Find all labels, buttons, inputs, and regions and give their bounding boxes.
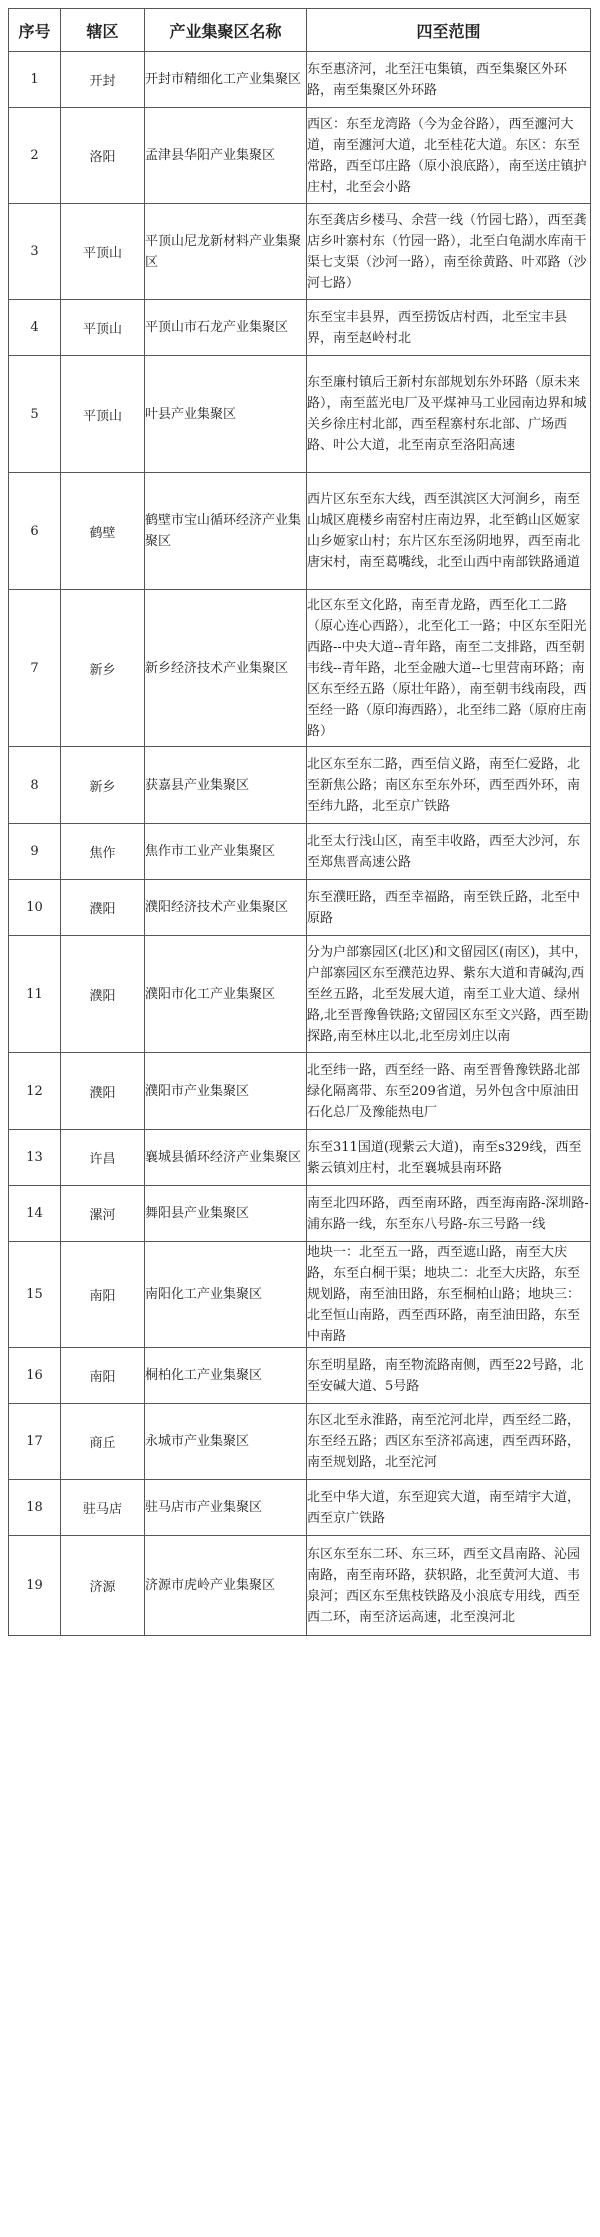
district-cell: 南阳 — [61, 1242, 145, 1348]
boundary-range-cell: 东至廉村镇后王新村东部规划东外环路（原未来路），南至蓝光电厂及平煤神马工业园南边界和城关乡徐庄村北部，西至程寨村东北部、广场西路、叶公大道，北至南京至洛阳高速 — [307, 356, 591, 473]
row-number: 18 — [9, 1480, 61, 1536]
district-cell: 平顶山 — [61, 356, 145, 473]
row-number: 12 — [9, 1053, 61, 1130]
industry-cluster-table — [8, 8, 591, 1636]
cluster-name-cell: 开封市精细化工产业集聚区 — [145, 52, 307, 108]
header-row — [9, 9, 591, 52]
boundary-range-cell: 东至明星路，南至物流路南侧，西至22号路，北至安碱大道、5号路 — [307, 1348, 591, 1404]
boundary-range-cell: 东至龚店乡楼马、余营一线（竹园七路），西至龚店乡叶寨村东（竹园一路），北至白龟湖水库南干渠七支渠（沙河一路），南至徐黄路、叶邓路（沙河七路） — [307, 204, 591, 300]
boundary-range-cell: 地块一：北至五一路，西至遮山路，南至大庆路，东至白桐干渠；地块二：北至大庆路，东至规划路，南至油田路，东至桐柏山路；地块三：北至恒山南路，西至西环路，南至油田路，东至中南路 — [307, 1242, 591, 1348]
district-cell: 洛阳 — [61, 108, 145, 204]
table-row — [9, 356, 591, 473]
header-district: 辖区 — [61, 9, 145, 52]
row-number: 5 — [9, 356, 61, 473]
table-row — [9, 936, 591, 1053]
header-name: 产业集聚区名称 — [145, 9, 307, 52]
table-row — [9, 1053, 591, 1130]
boundary-range-cell: 东至宝丰县界，西至捞饭店村西，北至宝丰县界，南至赵岭村北 — [307, 300, 591, 356]
boundary-range-cell: 东区北至永淮路，南至沱河北岸，西至经二路，东至经五路；西区东至济祁高速，西至西环路，南至规划路，北至沱河 — [307, 1404, 591, 1480]
row-number: 4 — [9, 300, 61, 356]
cluster-name-cell: 襄城县循环经济产业集聚区 — [145, 1130, 307, 1186]
row-number: 13 — [9, 1130, 61, 1186]
table-row — [9, 1404, 591, 1480]
district-cell: 濮阳 — [61, 936, 145, 1053]
row-number: 2 — [9, 108, 61, 204]
table-row — [9, 1242, 591, 1348]
boundary-range-cell: 东至濮旺路，西至幸福路，南至铁丘路，北至中原路 — [307, 880, 591, 936]
cluster-name-cell: 濮阳市产业集聚区 — [145, 1053, 307, 1130]
district-cell: 平顶山 — [61, 300, 145, 356]
district-cell: 开封 — [61, 52, 145, 108]
cluster-name-cell: 平顶山尼龙新材料产业集聚区 — [145, 204, 307, 300]
boundary-range-cell: 北至太行浅山区，南至丰收路，西至大沙河，东至郑焦晋高速公路 — [307, 824, 591, 880]
row-number: 15 — [9, 1242, 61, 1348]
boundary-range-cell: 北至纬一路，西至经一路、南至晋鲁豫铁路北部绿化隔离带、东至209省道，另外包含中原油田石化总厂及豫能热电厂 — [307, 1053, 591, 1130]
row-number: 17 — [9, 1404, 61, 1480]
cluster-name-cell: 驻马店市产业集聚区 — [145, 1480, 307, 1536]
cluster-name-cell: 获嘉县产业集聚区 — [145, 747, 307, 824]
boundary-range-cell: 北区东至东二路，西至信义路，南至仁爱路，北至新焦公路；南区东至东外环，西至西外环，南至纬九路，北至京广铁路 — [307, 747, 591, 824]
cluster-name-cell: 桐柏化工产业集聚区 — [145, 1348, 307, 1404]
district-cell: 新乡 — [61, 747, 145, 824]
cluster-name-cell: 鹤壁市宝山循环经济产业集聚区 — [145, 473, 307, 590]
row-number: 11 — [9, 936, 61, 1053]
boundary-range-cell: 东至惠济河，北至汪屯集镇，西至集聚区外环路，南至集聚区外环路 — [307, 52, 591, 108]
row-number: 19 — [9, 1536, 61, 1636]
district-cell: 南阳 — [61, 1348, 145, 1404]
cluster-name-cell: 舞阳县产业集聚区 — [145, 1186, 307, 1242]
row-number: 1 — [9, 52, 61, 108]
district-cell: 平顶山 — [61, 204, 145, 300]
district-cell: 鹤壁 — [61, 473, 145, 590]
row-number: 6 — [9, 473, 61, 590]
boundary-range-cell: 分为户部寨园区(北区)和文留园区(南区)，其中，户部寨园区东至濮范边界、紫东大道和青碱沟,西至丝五路，北至发展大道，南至工业大道、绿州路,北至晋豫鲁铁路;文留园区东至文兴路，西至勘探路,南至林庄以北,北至房刘庄以南 — [307, 936, 591, 1053]
row-number: 10 — [9, 880, 61, 936]
boundary-range-cell: 东至311国道(现紫云大道)，南至s329线，西至紫云镇刘庄村，北至襄城县南环路 — [307, 1130, 591, 1186]
table-row — [9, 1480, 591, 1536]
table-body — [9, 52, 591, 1636]
cluster-name-cell: 濮阳经济技术产业集聚区 — [145, 880, 307, 936]
district-cell: 新乡 — [61, 590, 145, 747]
table-row — [9, 880, 591, 936]
row-number: 3 — [9, 204, 61, 300]
cluster-name-cell: 新乡经济技术产业集聚区 — [145, 590, 307, 747]
table-row — [9, 1536, 591, 1636]
cluster-name-cell: 焦作市工业产业集聚区 — [145, 824, 307, 880]
header-no: 序号 — [9, 9, 61, 52]
district-cell: 许昌 — [61, 1130, 145, 1186]
district-cell: 济源 — [61, 1536, 145, 1636]
table-row — [9, 590, 591, 747]
table-row — [9, 204, 591, 300]
district-cell: 濮阳 — [61, 1053, 145, 1130]
district-cell: 焦作 — [61, 824, 145, 880]
table-row — [9, 747, 591, 824]
table-row — [9, 1348, 591, 1404]
row-number: 16 — [9, 1348, 61, 1404]
district-cell: 驻马店 — [61, 1480, 145, 1536]
table-row — [9, 1186, 591, 1242]
boundary-range-cell: 西片区东至东大线，西至淇滨区大河涧乡，南至山城区鹿楼乡南窑村庄南边界，北至鹤山区姬家山乡姬家山村；东片区东至汤阴地界，西至南北唐宋村，南至葛嘴线，北至山西中南部铁路通道 — [307, 473, 591, 590]
district-cell: 濮阳 — [61, 880, 145, 936]
cluster-name-cell: 孟津县华阳产业集聚区 — [145, 108, 307, 204]
header-range: 四至范围 — [307, 9, 591, 52]
boundary-range-cell: 南至北四环路，西至南环路，西至海南路-深圳路-浦东路一线，东至东八号路-东三号路一线 — [307, 1186, 591, 1242]
table-row — [9, 1130, 591, 1186]
boundary-range-cell: 北区东至文化路，南至青龙路，西至化工二路（原心连心西路），北至化工一路；中区东至阳光西路--中央大道--青年路，南至二支排路，西至朝韦线--青年路，北至金融大道--七里营南环路；南区东至经五路（原壮年路），南至朝韦线南段，西至经一路（原印海西路），北至纬二路（原府庄南路） — [307, 590, 591, 747]
row-number: 9 — [9, 824, 61, 880]
cluster-name-cell: 济源市虎岭产业集聚区 — [145, 1536, 307, 1636]
row-number: 14 — [9, 1186, 61, 1242]
boundary-range-cell: 北至中华大道，东至迎宾大道，南至靖宇大道，西至京广铁路 — [307, 1480, 591, 1536]
boundary-range-cell: 西区：东至龙湾路（今为金谷路），西至瀍河大道，南至瀍河大道，北至桂花大道。东区：东至常路，西至邙庄路（原小浪底路），南至送庄镇护庄村，北至会小路 — [307, 108, 591, 204]
cluster-name-cell: 永城市产业集聚区 — [145, 1404, 307, 1480]
district-cell: 商丘 — [61, 1404, 145, 1480]
cluster-name-cell: 南阳化工产业集聚区 — [145, 1242, 307, 1348]
table-row — [9, 473, 591, 590]
boundary-range-cell: 东区东至东二环、东三环，西至文昌南路、沁园南路，南至南环路，获轵路，北至黄河大道、韦泉河；西区东至焦枝铁路及小浪底专用线，西至西二环，南至济运高速，北至溴河北 — [307, 1536, 591, 1636]
table-row — [9, 824, 591, 880]
row-number: 7 — [9, 590, 61, 747]
cluster-name-cell: 濮阳市化工产业集聚区 — [145, 936, 307, 1053]
cluster-name-cell: 叶县产业集聚区 — [145, 356, 307, 473]
district-cell: 漯河 — [61, 1186, 145, 1242]
table-row — [9, 52, 591, 108]
cluster-name-cell: 平顶山市石龙产业集聚区 — [145, 300, 307, 356]
table-row — [9, 108, 591, 204]
table-row — [9, 300, 591, 356]
row-number: 8 — [9, 747, 61, 824]
